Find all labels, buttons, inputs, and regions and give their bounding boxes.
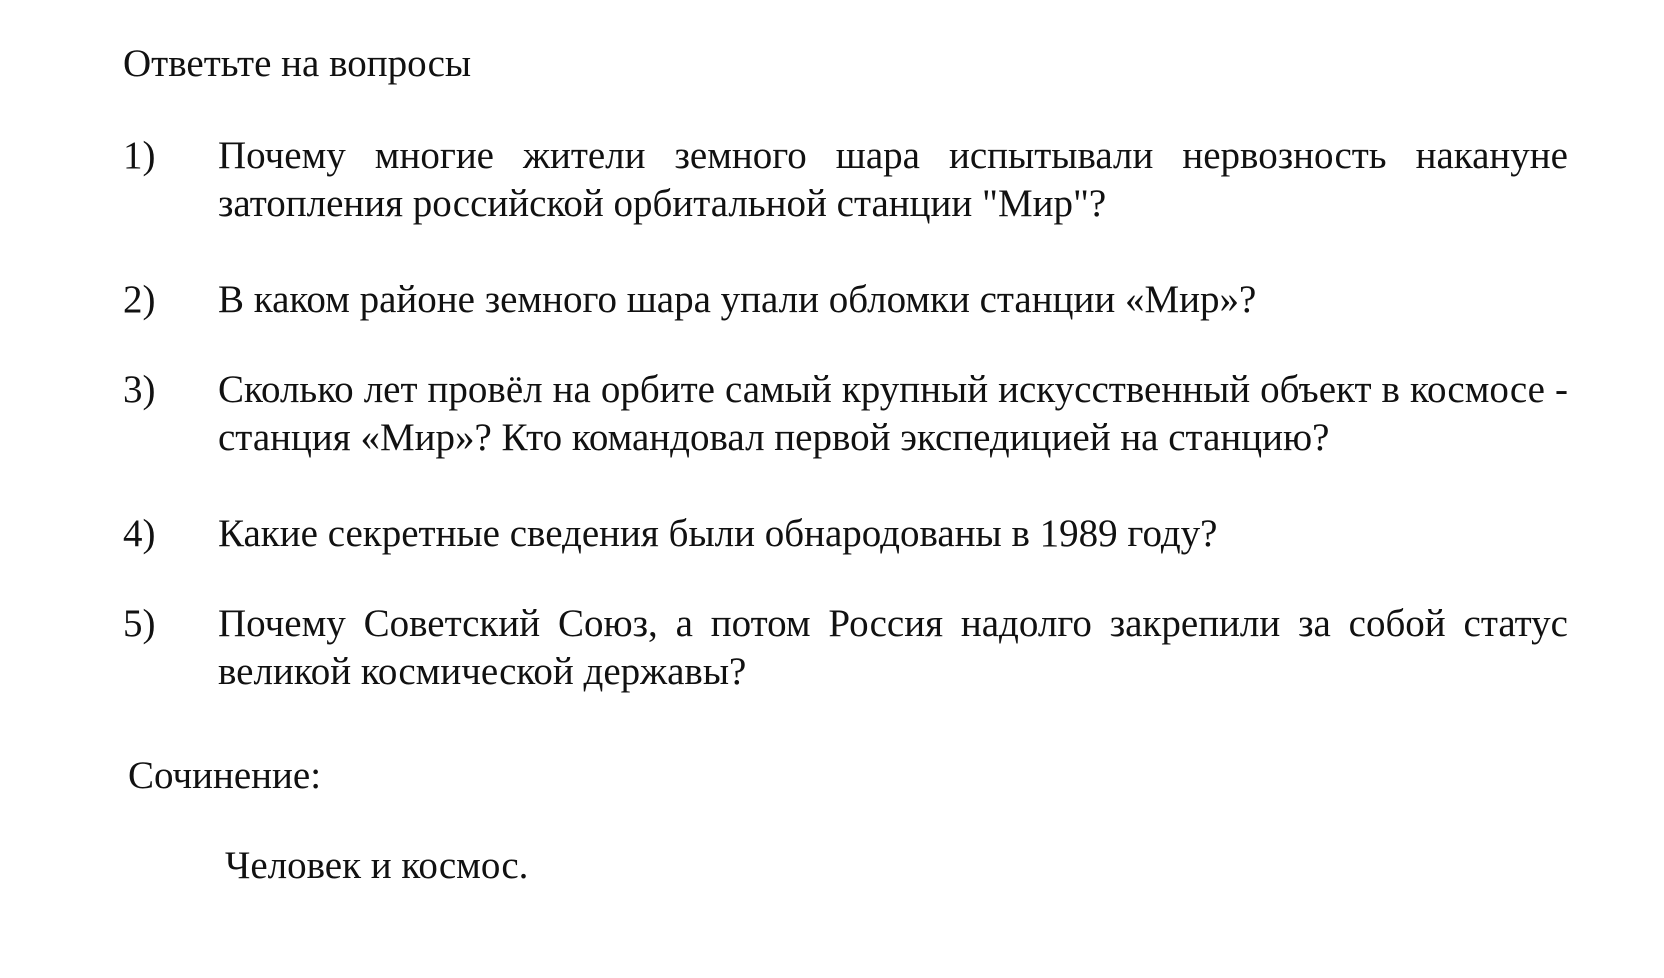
- question-number: 4): [123, 512, 156, 555]
- essay-topic: Человек и космос.: [225, 844, 529, 887]
- question-number: 3): [123, 368, 156, 411]
- question-text: Сколько лет провёл на орбите самый крупный искусственный объект в космосе - станция «Мир»? Кто командовал первой экспедицией на станцию?: [218, 368, 1568, 459]
- question-text: Какие секретные сведения были обнародованы в 1989 году?: [218, 512, 1218, 555]
- question-text: Почему Советский Союз, а потом Россия надолго закрепили за собой статус великой космической державы?: [218, 602, 1568, 693]
- page-heading: Ответьте на вопросы: [123, 42, 472, 85]
- question-text: Почему многие жители земного шара испытывали нервозность накануне затопления российской орбитальной станции "Мир"?: [218, 134, 1568, 225]
- essay-label: Сочинение:: [128, 754, 322, 797]
- question-number: 2): [123, 278, 156, 321]
- question-number: 1): [123, 134, 156, 177]
- question-number: 5): [123, 602, 156, 645]
- question-text: В каком районе земного шара упали обломки станции «Мир»?: [218, 278, 1257, 321]
